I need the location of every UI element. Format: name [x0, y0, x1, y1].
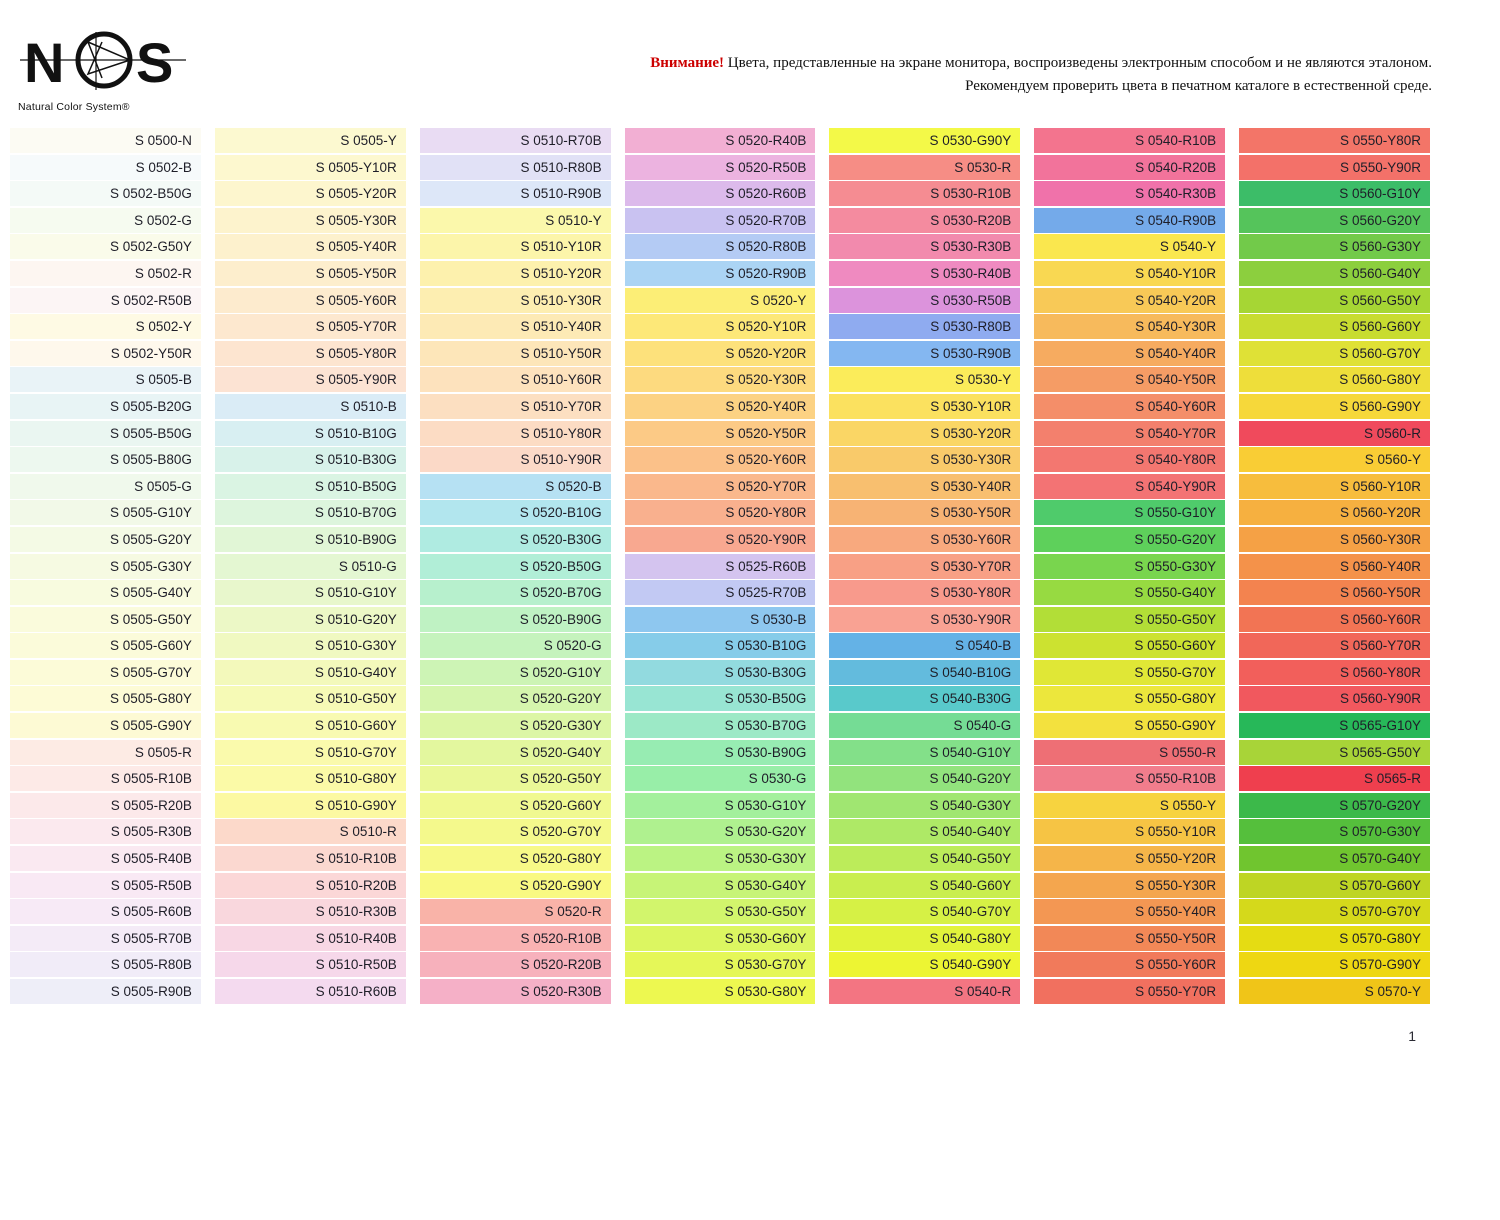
color-swatch: S 0550-Y10R: [1034, 819, 1225, 844]
color-swatch: S 0502-B: [10, 155, 201, 180]
color-swatch: S 0540-Y70R: [1034, 421, 1225, 446]
color-swatch: S 0550-G20Y: [1034, 527, 1225, 552]
color-swatch: S 0530-R30B: [829, 234, 1020, 259]
color-swatch: S 0520-G: [420, 633, 611, 658]
color-swatch: S 0520-G60Y: [420, 793, 611, 818]
color-swatch: S 0530-Y10R: [829, 394, 1020, 419]
color-swatch: S 0560-G50Y: [1239, 288, 1430, 313]
color-swatch: S 0530-R80B: [829, 314, 1020, 339]
color-swatch: S 0550-Y: [1034, 793, 1225, 818]
logo-subtext: Natural Color System®: [18, 101, 130, 113]
color-swatch: S 0510-Y40R: [420, 314, 611, 339]
color-swatch: S 0560-G80Y: [1239, 367, 1430, 392]
color-swatch: S 0505-G90Y: [10, 713, 201, 738]
color-swatch: S 0510-Y70R: [420, 394, 611, 419]
swatch-column-6: [1034, 128, 1225, 1004]
color-swatch: S 0510-G80Y: [215, 766, 406, 791]
color-swatch: S 0520-R: [420, 899, 611, 924]
color-swatch: S 0520-B30G: [420, 527, 611, 552]
color-swatch: S 0505-R20B: [10, 793, 201, 818]
color-swatch: S 0530-G: [625, 766, 816, 791]
color-swatch: S 0550-G60Y: [1034, 633, 1225, 658]
color-swatch: S 0550-Y60R: [1034, 952, 1225, 977]
color-swatch: S 0505-R60B: [10, 899, 201, 924]
color-swatch: S 0530-R10B: [829, 181, 1020, 206]
color-swatch: S 0520-Y70R: [625, 474, 816, 499]
color-swatch: S 0505-R80B: [10, 952, 201, 977]
color-swatch: S 0510-B30G: [215, 447, 406, 472]
color-swatch: S 0565-G10Y: [1239, 713, 1430, 738]
color-swatch: S 0502-G: [10, 208, 201, 233]
color-swatch: S 0530-B50G: [625, 686, 816, 711]
color-swatch: S 0560-Y20R: [1239, 500, 1430, 525]
color-swatch: S 0502-R: [10, 261, 201, 286]
color-swatch: S 0520-G20Y: [420, 686, 611, 711]
color-swatch: S 0510-R60B: [215, 979, 406, 1004]
color-swatch: S 0530-G50Y: [625, 899, 816, 924]
color-swatch: S 0520-G40Y: [420, 740, 611, 765]
color-swatch: S 0505-Y10R: [215, 155, 406, 180]
color-swatch: S 0505-B20G: [10, 394, 201, 419]
color-swatch: S 0505-G30Y: [10, 554, 201, 579]
color-swatch: S 0530-B: [625, 607, 816, 632]
color-swatch: S 0520-Y30R: [625, 367, 816, 392]
swatch-column-1: [10, 128, 201, 1004]
color-swatch: S 0510-Y10R: [420, 234, 611, 259]
color-swatch: S 0540-G10Y: [829, 740, 1020, 765]
color-swatch: S 0550-Y20R: [1034, 846, 1225, 871]
color-swatch: S 0540-G80Y: [829, 926, 1020, 951]
color-swatch: S 0540-Y20R: [1034, 288, 1225, 313]
color-swatch: S 0505-B50G: [10, 421, 201, 446]
color-swatch: S 0540-R10B: [1034, 128, 1225, 153]
color-swatch: S 0505-Y20R: [215, 181, 406, 206]
color-swatch: S 0560-Y80R: [1239, 660, 1430, 685]
color-swatch: S 0520-R10B: [420, 926, 611, 951]
swatch-column-5: [829, 128, 1020, 1004]
color-swatch: S 0560-G10Y: [1239, 181, 1430, 206]
color-swatch: S 0520-Y20R: [625, 341, 816, 366]
color-swatch: S 0560-Y50R: [1239, 580, 1430, 605]
warning-line1-text: Цвета, представленные на экране монитора, воспроизведены электронным способом и не являются эталоном.: [724, 55, 1432, 71]
color-swatch: S 0520-R20B: [420, 952, 611, 977]
color-swatch: S 0505-R90B: [10, 979, 201, 1004]
color-swatch: S 0525-R60B: [625, 554, 816, 579]
color-swatch: S 0505-Y: [215, 128, 406, 153]
color-swatch: S 0510-Y60R: [420, 367, 611, 392]
color-swatch: S 0550-G10Y: [1034, 500, 1225, 525]
color-swatch: S 0520-Y10R: [625, 314, 816, 339]
color-swatch: S 0530-Y: [829, 367, 1020, 392]
color-swatch: S 0540-R: [829, 979, 1020, 1004]
color-swatch: S 0510-R80B: [420, 155, 611, 180]
color-swatch: S 0560-Y: [1239, 447, 1430, 472]
color-swatch: S 0530-G80Y: [625, 979, 816, 1004]
color-swatch: S 0520-Y90R: [625, 527, 816, 552]
color-swatch: S 0550-G80Y: [1034, 686, 1225, 711]
color-swatch: S 0505-Y40R: [215, 234, 406, 259]
color-swatch: S 0560-Y10R: [1239, 474, 1430, 499]
color-swatch: S 0530-Y30R: [829, 447, 1020, 472]
color-swatch: S 0570-G20Y: [1239, 793, 1430, 818]
color-swatch: S 0550-G30Y: [1034, 554, 1225, 579]
color-swatch: S 0510-R40B: [215, 926, 406, 951]
color-swatch: S 0505-Y80R: [215, 341, 406, 366]
color-swatch: S 0560-Y90R: [1239, 686, 1430, 711]
color-swatch: S 0570-G80Y: [1239, 926, 1430, 951]
color-swatch: S 0520-G50Y: [420, 766, 611, 791]
color-swatch: S 0540-G50Y: [829, 846, 1020, 871]
color-swatch: S 0530-G90Y: [829, 128, 1020, 153]
warning-line-1: [532, 52, 1432, 75]
color-swatch: S 0530-Y50R: [829, 500, 1020, 525]
color-swatch: S 0505-G: [10, 474, 201, 499]
color-swatch: S 0505-G50Y: [10, 607, 201, 632]
color-swatch: S 0520-G80Y: [420, 846, 611, 871]
color-swatch: S 0530-G10Y: [625, 793, 816, 818]
color-swatch: S 0505-R40B: [10, 846, 201, 871]
color-swatch: S 0510-R30B: [215, 899, 406, 924]
color-swatch: S 0540-Y40R: [1034, 341, 1225, 366]
color-swatch: S 0540-G40Y: [829, 819, 1020, 844]
color-swatch: S 0500-N: [10, 128, 201, 153]
color-swatch: S 0570-G90Y: [1239, 952, 1430, 977]
color-swatch: S 0560-G40Y: [1239, 261, 1430, 286]
color-swatch: S 0520-Y50R: [625, 421, 816, 446]
color-swatch: S 0520-G70Y: [420, 819, 611, 844]
color-swatch: S 0520-G30Y: [420, 713, 611, 738]
color-swatch: S 0505-B: [10, 367, 201, 392]
color-swatch: S 0565-R: [1239, 766, 1430, 791]
color-swatch: S 0510-R90B: [420, 181, 611, 206]
color-swatch: S 0510-G70Y: [215, 740, 406, 765]
color-swatch: S 0505-G20Y: [10, 527, 201, 552]
color-swatch: S 0550-R10B: [1034, 766, 1225, 791]
color-swatch: S 0510-B90G: [215, 527, 406, 552]
color-swatch: S 0505-Y70R: [215, 314, 406, 339]
color-swatch: S 0505-G10Y: [10, 500, 201, 525]
color-swatch: S 0510-G10Y: [215, 580, 406, 605]
color-swatch: S 0530-Y90R: [829, 607, 1020, 632]
color-swatch: S 0530-R40B: [829, 261, 1020, 286]
color-swatch: S 0550-Y70R: [1034, 979, 1225, 1004]
color-swatch: S 0565-G50Y: [1239, 740, 1430, 765]
color-swatch: S 0520-R40B: [625, 128, 816, 153]
color-swatch: S 0520-R80B: [625, 234, 816, 259]
color-swatch: S 0502-G50Y: [10, 234, 201, 259]
color-swatch: S 0510-G30Y: [215, 633, 406, 658]
color-swatch: S 0520-B50G: [420, 554, 611, 579]
color-swatch: S 0530-Y60R: [829, 527, 1020, 552]
color-swatch: S 0510-R: [215, 819, 406, 844]
color-swatch: S 0510-Y: [420, 208, 611, 233]
color-swatch: S 0540-G30Y: [829, 793, 1020, 818]
color-swatch: S 0502-Y: [10, 314, 201, 339]
color-swatch: S 0550-Y50R: [1034, 926, 1225, 951]
color-swatch: S 0505-G70Y: [10, 660, 201, 685]
color-swatch: S 0510-B50G: [215, 474, 406, 499]
color-swatch: S 0530-B90G: [625, 740, 816, 765]
color-swatch: S 0520-Y40R: [625, 394, 816, 419]
color-swatch: S 0525-R70B: [625, 580, 816, 605]
color-swatch: S 0540-R30B: [1034, 181, 1225, 206]
color-swatch: S 0540-Y60R: [1034, 394, 1225, 419]
color-swatch: S 0550-G40Y: [1034, 580, 1225, 605]
color-swatch: S 0510-G90Y: [215, 793, 406, 818]
warning-line-2: Рекомендуем проверить цвета в печатном каталоге в естественной среде.: [965, 78, 1432, 94]
color-swatch: S 0520-B70G: [420, 580, 611, 605]
color-swatch: S 0540-Y50R: [1034, 367, 1225, 392]
color-swatch: S 0530-R90B: [829, 341, 1020, 366]
color-swatch: S 0505-Y60R: [215, 288, 406, 313]
color-swatch: S 0505-G40Y: [10, 580, 201, 605]
color-swatch: S 0530-B30G: [625, 660, 816, 685]
color-swatch: S 0510-R20B: [215, 873, 406, 898]
color-swatch: S 0520-Y80R: [625, 500, 816, 525]
color-swatch: S 0540-R90B: [1034, 208, 1225, 233]
color-swatch: S 0520-R50B: [625, 155, 816, 180]
color-swatch: S 0560-G20Y: [1239, 208, 1430, 233]
color-swatch: S 0550-Y80R: [1239, 128, 1430, 153]
color-swatch: S 0540-Y30R: [1034, 314, 1225, 339]
color-swatch: S 0540-Y: [1034, 234, 1225, 259]
color-swatch: S 0530-G40Y: [625, 873, 816, 898]
color-swatch: S 0510-Y90R: [420, 447, 611, 472]
color-swatch: S 0530-G70Y: [625, 952, 816, 977]
color-swatch: S 0505-R70B: [10, 926, 201, 951]
ncs-logo-mark: [18, 30, 198, 102]
color-swatch: S 0530-B70G: [625, 713, 816, 738]
color-swatch: S 0520-Y60R: [625, 447, 816, 472]
color-swatch: S 0520-G10Y: [420, 660, 611, 685]
color-swatch: S 0540-G20Y: [829, 766, 1020, 791]
svg-text:N: N: [24, 31, 67, 94]
color-swatch: S 0510-Y50R: [420, 341, 611, 366]
color-swatch: S 0510-B: [215, 394, 406, 419]
color-swatch: S 0530-Y70R: [829, 554, 1020, 579]
color-swatch: S 0510-B10G: [215, 421, 406, 446]
page-number: 1: [1408, 1028, 1416, 1044]
color-swatch: S 0510-B70G: [215, 500, 406, 525]
color-swatch: S 0540-Y10R: [1034, 261, 1225, 286]
color-swatch: S 0510-R70B: [420, 128, 611, 153]
color-swatch: S 0510-Y30R: [420, 288, 611, 313]
color-swatch: S 0530-Y80R: [829, 580, 1020, 605]
color-swatch: S 0505-Y90R: [215, 367, 406, 392]
color-swatch: S 0502-B50G: [10, 181, 201, 206]
color-swatch: S 0520-B10G: [420, 500, 611, 525]
color-swatch: S 0520-R70B: [625, 208, 816, 233]
color-swatch: S 0570-G70Y: [1239, 899, 1430, 924]
color-swatch: S 0520-B90G: [420, 607, 611, 632]
color-swatch: S 0540-G70Y: [829, 899, 1020, 924]
color-swatch: S 0505-R50B: [10, 873, 201, 898]
color-swatch: S 0510-Y20R: [420, 261, 611, 286]
color-swatch: S 0540-B30G: [829, 686, 1020, 711]
color-swatch: S 0570-G40Y: [1239, 846, 1430, 871]
color-swatch: S 0520-Y: [625, 288, 816, 313]
color-swatch: S 0540-B: [829, 633, 1020, 658]
color-swatch: S 0505-R: [10, 740, 201, 765]
color-swatch: S 0520-B: [420, 474, 611, 499]
swatch-column-2: [215, 128, 406, 1004]
swatch-column-7: [1239, 128, 1430, 1004]
color-swatch: S 0550-R: [1034, 740, 1225, 765]
color-swatch: S 0510-R50B: [215, 952, 406, 977]
color-swatch: S 0520-R90B: [625, 261, 816, 286]
color-swatch: S 0550-Y90R: [1239, 155, 1430, 180]
color-swatch: S 0505-R30B: [10, 819, 201, 844]
color-swatch: S 0505-G80Y: [10, 686, 201, 711]
color-swatch: S 0540-G90Y: [829, 952, 1020, 977]
color-swatch: S 0560-Y30R: [1239, 527, 1430, 552]
color-swatch: S 0560-G70Y: [1239, 341, 1430, 366]
color-swatch: S 0510-G: [215, 554, 406, 579]
swatch-column-3: [420, 128, 611, 1004]
color-swatch: S 0550-G90Y: [1034, 713, 1225, 738]
color-swatch: S 0530-Y40R: [829, 474, 1020, 499]
color-swatch: S 0530-R20B: [829, 208, 1020, 233]
color-swatch: S 0520-R60B: [625, 181, 816, 206]
color-swatch: S 0510-Y80R: [420, 421, 611, 446]
ncs-logo: [18, 30, 198, 115]
color-swatch: S 0540-Y80R: [1034, 447, 1225, 472]
color-swatch: S 0505-Y30R: [215, 208, 406, 233]
color-swatch: S 0550-G70Y: [1034, 660, 1225, 685]
color-swatch: S 0530-R50B: [829, 288, 1020, 313]
color-swatch: S 0540-G: [829, 713, 1020, 738]
color-swatch: S 0505-Y50R: [215, 261, 406, 286]
swatch-column-4: [625, 128, 816, 1004]
warning-label: Внимание!: [650, 55, 725, 71]
color-swatch: S 0550-G50Y: [1034, 607, 1225, 632]
color-swatch: S 0502-Y50R: [10, 341, 201, 366]
color-swatch: S 0570-Y: [1239, 979, 1430, 1004]
color-swatch: S 0530-G20Y: [625, 819, 816, 844]
color-swatch: S 0530-G30Y: [625, 846, 816, 871]
color-swatch: S 0560-G30Y: [1239, 234, 1430, 259]
color-swatch-grid: [10, 128, 1430, 1004]
color-swatch: S 0530-Y20R: [829, 421, 1020, 446]
color-swatch: S 0510-G50Y: [215, 686, 406, 711]
color-swatch: S 0550-Y40R: [1034, 899, 1225, 924]
color-swatch: S 0560-Y40R: [1239, 554, 1430, 579]
color-swatch: S 0502-R50B: [10, 288, 201, 313]
color-swatch: S 0530-B10G: [625, 633, 816, 658]
color-swatch: S 0510-R10B: [215, 846, 406, 871]
color-swatch: S 0510-G20Y: [215, 607, 406, 632]
color-swatch: S 0540-G60Y: [829, 873, 1020, 898]
color-swatch: S 0530-G60Y: [625, 926, 816, 951]
color-swatch: S 0520-R30B: [420, 979, 611, 1004]
svg-text:S: S: [136, 31, 174, 94]
color-swatch: S 0560-Y70R: [1239, 633, 1430, 658]
color-swatch: S 0560-G90Y: [1239, 394, 1430, 419]
color-swatch: S 0570-G30Y: [1239, 819, 1430, 844]
color-swatch: S 0505-G60Y: [10, 633, 201, 658]
color-swatch: S 0540-R20B: [1034, 155, 1225, 180]
color-swatch: S 0540-Y90R: [1034, 474, 1225, 499]
color-swatch: S 0505-R10B: [10, 766, 201, 791]
color-swatch: S 0520-G90Y: [420, 873, 611, 898]
color-swatch: S 0540-B10G: [829, 660, 1020, 685]
color-swatch: S 0550-Y30R: [1034, 873, 1225, 898]
color-swatch: S 0560-G60Y: [1239, 314, 1430, 339]
color-swatch: S 0570-G60Y: [1239, 873, 1430, 898]
color-swatch: S 0510-G60Y: [215, 713, 406, 738]
color-swatch: S 0510-G40Y: [215, 660, 406, 685]
color-swatch: S 0530-R: [829, 155, 1020, 180]
warning-text: [532, 52, 1432, 98]
color-swatch: S 0560-Y60R: [1239, 607, 1430, 632]
color-swatch: S 0505-B80G: [10, 447, 201, 472]
color-swatch: S 0560-R: [1239, 421, 1430, 446]
